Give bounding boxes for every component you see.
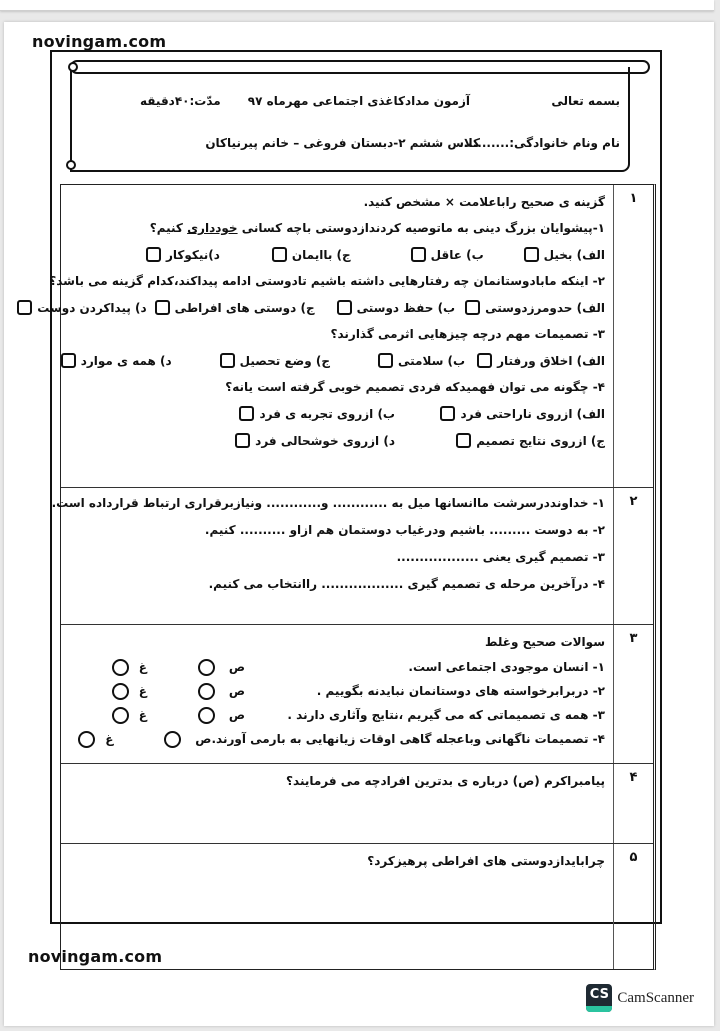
radio-circle[interactable]	[112, 683, 129, 700]
checkbox[interactable]	[220, 353, 235, 368]
true-option[interactable]: ص	[113, 726, 211, 752]
checkbox[interactable]	[465, 300, 480, 315]
option[interactable]: الف) ازروی ناراحتی فرد	[395, 401, 605, 427]
mcq-2-prompt: ۲- اینکه مابادوستانمان چه رفتارهایی داشته باشیم تادوستی ادامه پیداکند،کدام گزینه می باشد؟	[49, 274, 605, 288]
option[interactable]: ب) حفظ دوستی	[337, 295, 456, 321]
short-answer-prompt: چرابایدازدوستی های افراطی پرهیزکرد؟	[367, 854, 605, 868]
question-body	[61, 625, 613, 763]
exam-frame	[37, 50, 662, 924]
radio-circle[interactable]	[164, 731, 181, 748]
fill-blank-item[interactable]: ۳- تصمیم گیری یعنی ..................	[396, 550, 605, 564]
option[interactable]: الف) حدومرزدوستی	[465, 295, 605, 321]
mcq-4-prompt: ۴- چگونه می توان فهمیدکه فردی تصمیم خوبی گرفته است یانه؟	[225, 380, 605, 394]
radio-circle[interactable]	[198, 659, 215, 676]
mcq-2-options	[17, 294, 605, 321]
question-instruction: گزینه ی صحیح راباعلامت × مشخص کنید.	[363, 195, 605, 209]
option[interactable]: ج) باایمان	[272, 242, 351, 268]
option[interactable]: د) همه ی موارد	[61, 348, 172, 374]
question-number: ۳	[613, 625, 653, 763]
option[interactable]: ج) ازروی نتایج تصمیم	[395, 428, 605, 454]
option[interactable]: ب) ازروی تجربه ی فرد	[239, 401, 395, 427]
question-number: ۵	[613, 844, 653, 969]
checkbox[interactable]	[17, 300, 32, 315]
option[interactable]: د) پیداکردن دوست	[17, 295, 146, 321]
true-false-item: ۲- دربرابرخواسته های دوستانمان نبایدنه بگوییم . ص غ	[67, 679, 605, 703]
scroll-curl-icon	[66, 160, 76, 170]
checkbox[interactable]	[272, 247, 287, 262]
question-instruction: سوالات صحیح وغلط	[485, 635, 605, 649]
checkbox[interactable]	[411, 247, 426, 262]
option[interactable]: الف) بخیل	[524, 242, 605, 268]
mcq-4-options-row-2	[17, 427, 605, 454]
watermark-bottom: novingam.com	[28, 947, 163, 966]
option[interactable]: ج) وضع تحصیل	[220, 348, 330, 374]
checkbox[interactable]	[456, 433, 471, 448]
checkbox[interactable]	[378, 353, 393, 368]
option[interactable]: ج) دوستی های افراطی	[155, 295, 315, 321]
radio-circle[interactable]	[198, 707, 215, 724]
mcq-3-prompt: ۳- تصمیمات مهم درچه چیزهایی اثرمی گذارند؟	[330, 327, 605, 341]
checkbox[interactable]	[155, 300, 170, 315]
false-option[interactable]: غ	[112, 678, 147, 704]
true-false-item: ۴- تصمیمات ناگهانی وباعجله گاهی اوقات زیانهایی به بارمی آورند. ص غ	[67, 727, 605, 751]
exam-title: آزمون مدادکاغذی اجتماعی مهرماه ۹۷	[247, 94, 470, 108]
option[interactable]: ب) عاقل	[411, 242, 484, 268]
checkbox[interactable]	[440, 406, 455, 421]
question-row-4	[61, 764, 653, 844]
false-option[interactable]: غ	[112, 702, 147, 728]
exam-duration: مدّت:۴۰دقیقه	[140, 94, 221, 108]
option[interactable]: د) ازروی خوشحالی فرد	[235, 428, 395, 454]
question-body	[11, 185, 613, 487]
fill-blank-item[interactable]: ۱- خداونددرسرشت ماانسانها میل به ............ و............ ونیازبرقراری ارتباط قرارداده است.	[51, 496, 605, 510]
questions-table	[37, 184, 656, 970]
student-name-field[interactable]: نام ونام خانوادگی:...........	[459, 136, 620, 150]
radio-circle[interactable]	[112, 707, 129, 724]
scroll-body	[70, 67, 630, 172]
question-body[interactable]	[61, 764, 613, 843]
false-option[interactable]: غ	[78, 726, 113, 752]
camscanner-icon: CS	[586, 984, 612, 1012]
header-scroll	[70, 60, 650, 172]
fill-blank-item[interactable]: ۲- به دوست ......... باشیم ودرغیاب دوستمان هم ازاو .......... کنیم.	[204, 523, 605, 537]
checkbox[interactable]	[146, 247, 161, 262]
true-option[interactable]: ص	[147, 654, 245, 680]
false-option[interactable]: غ	[112, 654, 147, 680]
checkbox[interactable]	[477, 353, 492, 368]
true-option[interactable]: ص	[147, 678, 245, 704]
underlined-word: خودداری	[187, 221, 238, 235]
class-info: کلاس ششم ۲-دبستان فروغی – خانم پیرنیاکان	[205, 136, 480, 150]
camscanner-logo	[586, 984, 694, 1012]
checkbox[interactable]	[235, 433, 250, 448]
checkbox[interactable]	[239, 406, 254, 421]
question-number: ۲	[613, 488, 653, 624]
checkbox[interactable]	[337, 300, 352, 315]
watermark-top: novingam.com	[32, 32, 167, 51]
previous-page-edge	[0, 0, 714, 11]
option[interactable]: الف) اخلاق ورفتار	[477, 348, 605, 374]
mcq-1-options	[17, 241, 605, 268]
question-number: ۴	[613, 764, 653, 843]
question-body	[46, 488, 613, 624]
question-row-2	[51, 488, 653, 625]
checkbox[interactable]	[524, 247, 539, 262]
fill-blank-item[interactable]: ۴- درآخرین مرحله ی تصمیم گیری .................. راانتخاب می کنیم.	[208, 577, 605, 591]
true-false-item: ۱- انسان موجودی اجتماعی است. ص غ	[67, 655, 605, 679]
radio-circle[interactable]	[78, 731, 95, 748]
radio-circle[interactable]	[198, 683, 215, 700]
mcq-4-options-row-1	[17, 400, 605, 427]
scroll-curl-icon	[68, 62, 78, 72]
exam-page	[4, 22, 714, 1026]
question-row-3	[61, 625, 653, 764]
mcq-1-prompt: ۱-پیشوایان بزرگ دینی به ماتوصیه کردندازدوستی باچه کسانی خودداری کنیم؟	[149, 221, 605, 235]
question-number: ۱	[613, 185, 653, 487]
bismillah: بسمه تعالی	[551, 94, 620, 108]
true-option[interactable]: ص	[147, 702, 245, 728]
option[interactable]: ب) سلامتی	[378, 348, 465, 374]
true-false-item: ۳- همه ی تصمیماتی که می گیریم ،نتایج وآثاری دارند . ص غ	[67, 703, 605, 727]
question-row-1	[37, 185, 653, 488]
camscanner-name: CamScanner	[617, 989, 694, 1006]
mcq-3-options	[17, 347, 605, 374]
radio-circle[interactable]	[112, 659, 129, 676]
option[interactable]: د)نیکوکار	[146, 242, 220, 268]
short-answer-prompt: پیامبراکرم (ص) درباره ی بدترین افرادچه می فرمایند؟	[286, 774, 605, 788]
checkbox[interactable]	[61, 353, 76, 368]
